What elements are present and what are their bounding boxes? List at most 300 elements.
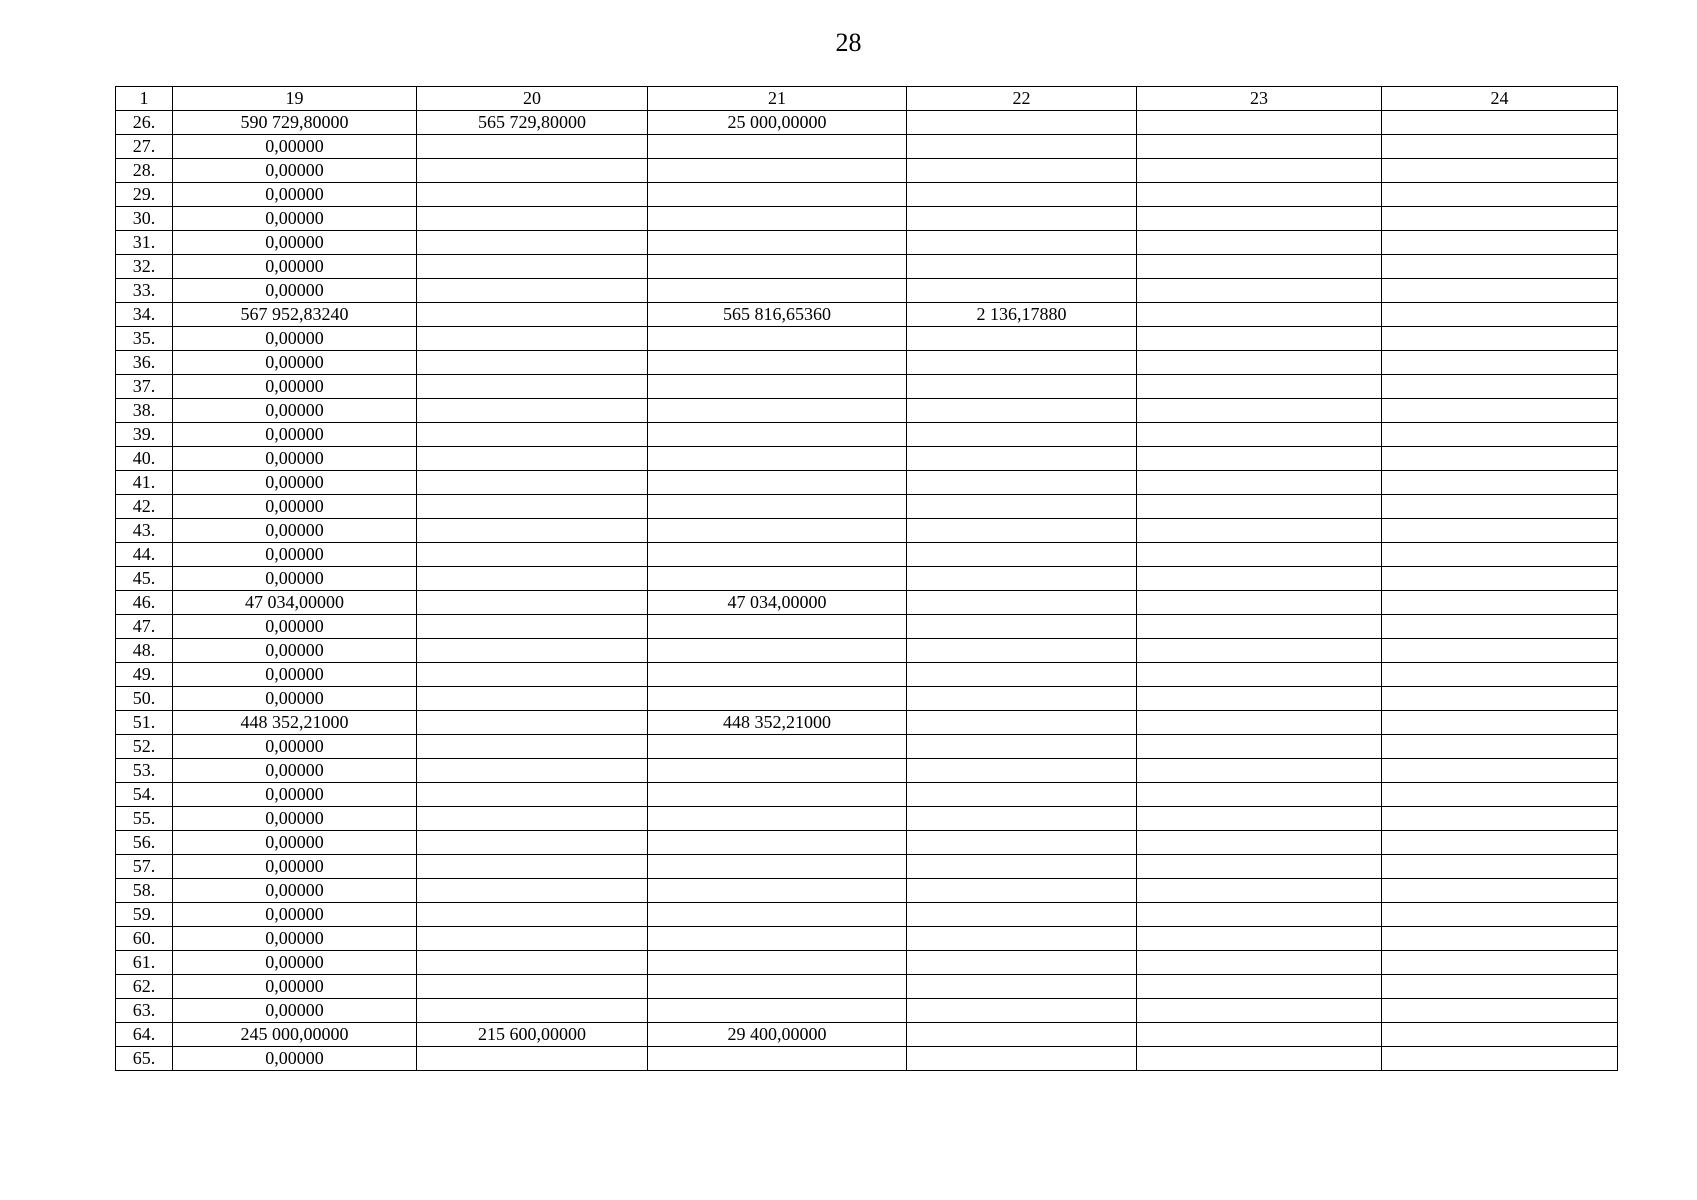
table-cell [648, 783, 907, 807]
row-number-cell: 59. [116, 903, 173, 927]
table-body [116, 111, 1618, 1071]
table-cell [648, 423, 907, 447]
table-cell [907, 591, 1137, 615]
table-cell [907, 975, 1137, 999]
table-cell [648, 447, 907, 471]
table-row [116, 495, 1618, 519]
table-cell: 0,00000 [173, 735, 417, 759]
table-cell [907, 207, 1137, 231]
column-header: 20 [417, 87, 648, 111]
table-cell [1382, 735, 1618, 759]
table-cell: 29 400,00000 [648, 1023, 907, 1047]
table-cell [1382, 303, 1618, 327]
table-cell [417, 615, 648, 639]
table-row [116, 735, 1618, 759]
table-cell: 0,00000 [173, 999, 417, 1023]
table-cell [907, 783, 1137, 807]
table-cell [907, 951, 1137, 975]
table-row [116, 927, 1618, 951]
table-cell [1382, 783, 1618, 807]
table-row [116, 663, 1618, 687]
table-cell [1137, 519, 1382, 543]
table-cell: 0,00000 [173, 903, 417, 927]
table-cell [1137, 231, 1382, 255]
table-cell [1137, 759, 1382, 783]
table-cell [1137, 447, 1382, 471]
table-cell [1137, 975, 1382, 999]
table-cell [648, 663, 907, 687]
table-cell [1382, 663, 1618, 687]
table-row [116, 567, 1618, 591]
table-cell [907, 855, 1137, 879]
table-cell [1382, 615, 1618, 639]
table-cell [1382, 135, 1618, 159]
table-cell [1382, 831, 1618, 855]
table-cell [417, 159, 648, 183]
row-number-cell: 26. [116, 111, 173, 135]
table-cell [648, 399, 907, 423]
table-cell: 565 816,65360 [648, 303, 907, 327]
row-number-cell: 55. [116, 807, 173, 831]
table-cell [417, 687, 648, 711]
table-row [116, 519, 1618, 543]
table-row [116, 423, 1618, 447]
table-row [116, 759, 1618, 783]
table-cell [648, 855, 907, 879]
table-cell [907, 735, 1137, 759]
table-row [116, 999, 1618, 1023]
table-cell [417, 711, 648, 735]
table-cell [1382, 207, 1618, 231]
table-cell [907, 135, 1137, 159]
table-cell: 567 952,83240 [173, 303, 417, 327]
table-cell: 0,00000 [173, 615, 417, 639]
row-number-cell: 52. [116, 735, 173, 759]
table-cell [907, 567, 1137, 591]
table-cell [907, 639, 1137, 663]
table-row [116, 135, 1618, 159]
row-number-cell: 63. [116, 999, 173, 1023]
table-cell [907, 663, 1137, 687]
table-cell [1382, 1023, 1618, 1047]
table-cell [907, 159, 1137, 183]
table-row [116, 1047, 1618, 1071]
table-cell: 47 034,00000 [173, 591, 417, 615]
table-cell [1137, 735, 1382, 759]
row-number-cell: 40. [116, 447, 173, 471]
table-cell [1382, 255, 1618, 279]
table-row [116, 231, 1618, 255]
table-cell [1382, 807, 1618, 831]
table-cell [417, 759, 648, 783]
table-cell [648, 351, 907, 375]
table-row [116, 207, 1618, 231]
table-cell [1382, 903, 1618, 927]
table-cell [648, 831, 907, 855]
table-cell: 0,00000 [173, 879, 417, 903]
row-number-cell: 36. [116, 351, 173, 375]
table-cell [648, 207, 907, 231]
table-cell [1137, 375, 1382, 399]
table-cell [907, 879, 1137, 903]
data-table [115, 86, 1618, 1071]
table-cell [648, 951, 907, 975]
table-cell [1382, 423, 1618, 447]
table-cell: 0,00000 [173, 471, 417, 495]
table-cell [417, 375, 648, 399]
table-cell [417, 879, 648, 903]
table-row [116, 447, 1618, 471]
table-cell [907, 447, 1137, 471]
table-row [116, 807, 1618, 831]
table-cell: 0,00000 [173, 207, 417, 231]
table-cell: 0,00000 [173, 495, 417, 519]
table-cell [417, 543, 648, 567]
table-cell [907, 1023, 1137, 1047]
table-cell [1137, 423, 1382, 447]
table-cell [648, 543, 907, 567]
table-cell [1382, 159, 1618, 183]
table-cell [417, 255, 648, 279]
table-cell: 0,00000 [173, 639, 417, 663]
table-cell [1137, 567, 1382, 591]
row-number-cell: 43. [116, 519, 173, 543]
table-cell [1382, 591, 1618, 615]
table-cell [907, 351, 1137, 375]
table-cell [417, 423, 648, 447]
table-cell [907, 1047, 1137, 1071]
table-cell [1382, 879, 1618, 903]
table-cell [1382, 399, 1618, 423]
table-cell [907, 183, 1137, 207]
table-cell [1137, 543, 1382, 567]
table-cell [907, 495, 1137, 519]
table-row [116, 975, 1618, 999]
table-cell: 0,00000 [173, 351, 417, 375]
table-cell [1137, 855, 1382, 879]
row-number-cell: 56. [116, 831, 173, 855]
table-cell [1137, 663, 1382, 687]
table-cell [1137, 783, 1382, 807]
table-cell [417, 855, 648, 879]
table-cell: 0,00000 [173, 567, 417, 591]
table-cell [417, 831, 648, 855]
table-row [116, 831, 1618, 855]
row-number-cell: 38. [116, 399, 173, 423]
table-cell [907, 687, 1137, 711]
table-row [116, 543, 1618, 567]
table-cell [648, 1047, 907, 1071]
row-number-cell: 37. [116, 375, 173, 399]
table-cell [417, 591, 648, 615]
row-number-cell: 32. [116, 255, 173, 279]
row-number-cell: 47. [116, 615, 173, 639]
table-cell [1382, 687, 1618, 711]
table-cell [1382, 183, 1618, 207]
table-cell [648, 735, 907, 759]
table-cell: 0,00000 [173, 687, 417, 711]
row-number-cell: 53. [116, 759, 173, 783]
table-cell [648, 687, 907, 711]
table-cell [907, 831, 1137, 855]
row-number-cell: 58. [116, 879, 173, 903]
table-cell [417, 639, 648, 663]
table-row [116, 111, 1618, 135]
table-cell: 0,00000 [173, 543, 417, 567]
table-cell [1137, 1047, 1382, 1071]
table-cell [1137, 615, 1382, 639]
page-number: 28 [835, 28, 862, 57]
row-number-cell: 41. [116, 471, 173, 495]
row-number-cell: 51. [116, 711, 173, 735]
table-cell [648, 183, 907, 207]
row-number-cell: 33. [116, 279, 173, 303]
table-cell [1137, 807, 1382, 831]
table-cell [907, 399, 1137, 423]
table-row [116, 1023, 1618, 1047]
table-cell [907, 999, 1137, 1023]
table-cell [1382, 927, 1618, 951]
table-row [116, 879, 1618, 903]
table-cell [417, 495, 648, 519]
table-cell [1382, 375, 1618, 399]
table-cell [648, 135, 907, 159]
table-cell [1137, 711, 1382, 735]
table-cell: 0,00000 [173, 831, 417, 855]
table-cell [907, 711, 1137, 735]
table-cell [1382, 447, 1618, 471]
table-cell: 0,00000 [173, 1047, 417, 1071]
table-cell [1382, 231, 1618, 255]
table-row [116, 183, 1618, 207]
table-cell: 0,00000 [173, 519, 417, 543]
table-cell [648, 471, 907, 495]
table-row [116, 159, 1618, 183]
table-cell [907, 543, 1137, 567]
table-cell [417, 975, 648, 999]
table-cell [1382, 519, 1618, 543]
table-cell: 0,00000 [173, 375, 417, 399]
table-cell: 0,00000 [173, 951, 417, 975]
table-cell [1382, 855, 1618, 879]
table-row [116, 255, 1618, 279]
table-cell [648, 759, 907, 783]
table-row [116, 711, 1618, 735]
table-cell [1382, 567, 1618, 591]
table-cell: 25 000,00000 [648, 111, 907, 135]
table-cell [907, 231, 1137, 255]
table-cell [648, 927, 907, 951]
table-row [116, 591, 1618, 615]
table-row [116, 855, 1618, 879]
table-cell: 0,00000 [173, 807, 417, 831]
table-cell: 0,00000 [173, 855, 417, 879]
table-cell [907, 279, 1137, 303]
table-cell [1137, 903, 1382, 927]
table-cell [417, 183, 648, 207]
table-cell [417, 519, 648, 543]
table-cell [417, 135, 648, 159]
table-cell [907, 423, 1137, 447]
table-cell [648, 375, 907, 399]
table-cell [907, 903, 1137, 927]
table-cell [1382, 471, 1618, 495]
row-number-cell: 34. [116, 303, 173, 327]
table-cell: 448 352,21000 [173, 711, 417, 735]
table-row [116, 303, 1618, 327]
table-cell [1382, 111, 1618, 135]
table-row [116, 279, 1618, 303]
column-header: 22 [907, 87, 1137, 111]
table-cell [417, 399, 648, 423]
table-cell [648, 615, 907, 639]
table-cell [1137, 255, 1382, 279]
table-cell: 448 352,21000 [648, 711, 907, 735]
table-cell [648, 519, 907, 543]
table-cell: 0,00000 [173, 759, 417, 783]
table-cell [648, 879, 907, 903]
table-cell [417, 783, 648, 807]
row-number-cell: 42. [116, 495, 173, 519]
table-cell [648, 327, 907, 351]
table-cell [907, 807, 1137, 831]
table-cell: 2 136,17880 [907, 303, 1137, 327]
table-cell [1137, 1023, 1382, 1047]
row-number-cell: 54. [116, 783, 173, 807]
table-cell: 0,00000 [173, 975, 417, 999]
table-cell: 215 600,00000 [417, 1023, 648, 1047]
table-cell [1137, 687, 1382, 711]
table-cell [1382, 1047, 1618, 1071]
table-cell [1137, 303, 1382, 327]
row-number-cell: 35. [116, 327, 173, 351]
row-number-cell: 44. [116, 543, 173, 567]
table-cell: 0,00000 [173, 279, 417, 303]
table-cell [648, 495, 907, 519]
table-row [116, 375, 1618, 399]
column-header: 21 [648, 87, 907, 111]
table-cell [1382, 999, 1618, 1023]
table-cell [417, 279, 648, 303]
table-cell: 590 729,80000 [173, 111, 417, 135]
row-number-cell: 27. [116, 135, 173, 159]
table-cell: 0,00000 [173, 255, 417, 279]
table-cell: 0,00000 [173, 783, 417, 807]
header-row [116, 87, 1618, 111]
table-cell [1382, 975, 1618, 999]
table-cell [417, 951, 648, 975]
table-row [116, 351, 1618, 375]
table-cell [648, 999, 907, 1023]
table-row [116, 951, 1618, 975]
table-cell: 0,00000 [173, 423, 417, 447]
table-cell [417, 303, 648, 327]
table-cell [1137, 927, 1382, 951]
table-cell [417, 351, 648, 375]
table-cell: 0,00000 [173, 447, 417, 471]
table-cell: 0,00000 [173, 927, 417, 951]
row-number-cell: 46. [116, 591, 173, 615]
table-cell [417, 807, 648, 831]
row-number-cell: 61. [116, 951, 173, 975]
table-cell [1137, 879, 1382, 903]
table-cell [1137, 183, 1382, 207]
table-row [116, 327, 1618, 351]
row-number-cell: 60. [116, 927, 173, 951]
table-cell [648, 639, 907, 663]
table-cell [417, 447, 648, 471]
table-cell [1382, 279, 1618, 303]
table-cell [1382, 543, 1618, 567]
table-cell [417, 999, 648, 1023]
table-cell [1382, 759, 1618, 783]
table-cell [907, 615, 1137, 639]
table-cell [1137, 279, 1382, 303]
table-cell [417, 735, 648, 759]
table-cell [907, 327, 1137, 351]
table-cell [1137, 207, 1382, 231]
table-cell [907, 255, 1137, 279]
table-cell [648, 807, 907, 831]
table-cell [1137, 135, 1382, 159]
table-row [116, 903, 1618, 927]
table-cell: 0,00000 [173, 231, 417, 255]
table-cell [1382, 327, 1618, 351]
table-row [116, 399, 1618, 423]
table-cell [907, 519, 1137, 543]
row-number-cell: 49. [116, 663, 173, 687]
table-cell [1137, 495, 1382, 519]
row-number-cell: 28. [116, 159, 173, 183]
table-cell [1137, 159, 1382, 183]
row-number-cell: 57. [116, 855, 173, 879]
row-number-cell: 50. [116, 687, 173, 711]
table-cell: 0,00000 [173, 183, 417, 207]
table-cell [1382, 711, 1618, 735]
table-cell [417, 327, 648, 351]
table-cell [648, 279, 907, 303]
table-cell [1382, 351, 1618, 375]
table-cell [1137, 591, 1382, 615]
table-row [116, 687, 1618, 711]
table-cell: 245 000,00000 [173, 1023, 417, 1047]
row-number-cell: 65. [116, 1047, 173, 1071]
table-cell [648, 255, 907, 279]
column-header: 1 [116, 87, 173, 111]
table-cell [907, 759, 1137, 783]
row-number-cell: 48. [116, 639, 173, 663]
table-cell [1137, 831, 1382, 855]
table-row [116, 471, 1618, 495]
table-cell [907, 375, 1137, 399]
table-cell [648, 231, 907, 255]
row-number-cell: 29. [116, 183, 173, 207]
table-cell [417, 207, 648, 231]
table-cell: 0,00000 [173, 135, 417, 159]
table-cell [1137, 327, 1382, 351]
table-cell [417, 231, 648, 255]
table-cell [1137, 639, 1382, 663]
table-cell [417, 927, 648, 951]
table-cell [1137, 399, 1382, 423]
column-header: 19 [173, 87, 417, 111]
table-cell [417, 471, 648, 495]
table-cell [1137, 999, 1382, 1023]
table-row [116, 639, 1618, 663]
table-cell [648, 903, 907, 927]
table-cell [648, 975, 907, 999]
table-row [116, 615, 1618, 639]
